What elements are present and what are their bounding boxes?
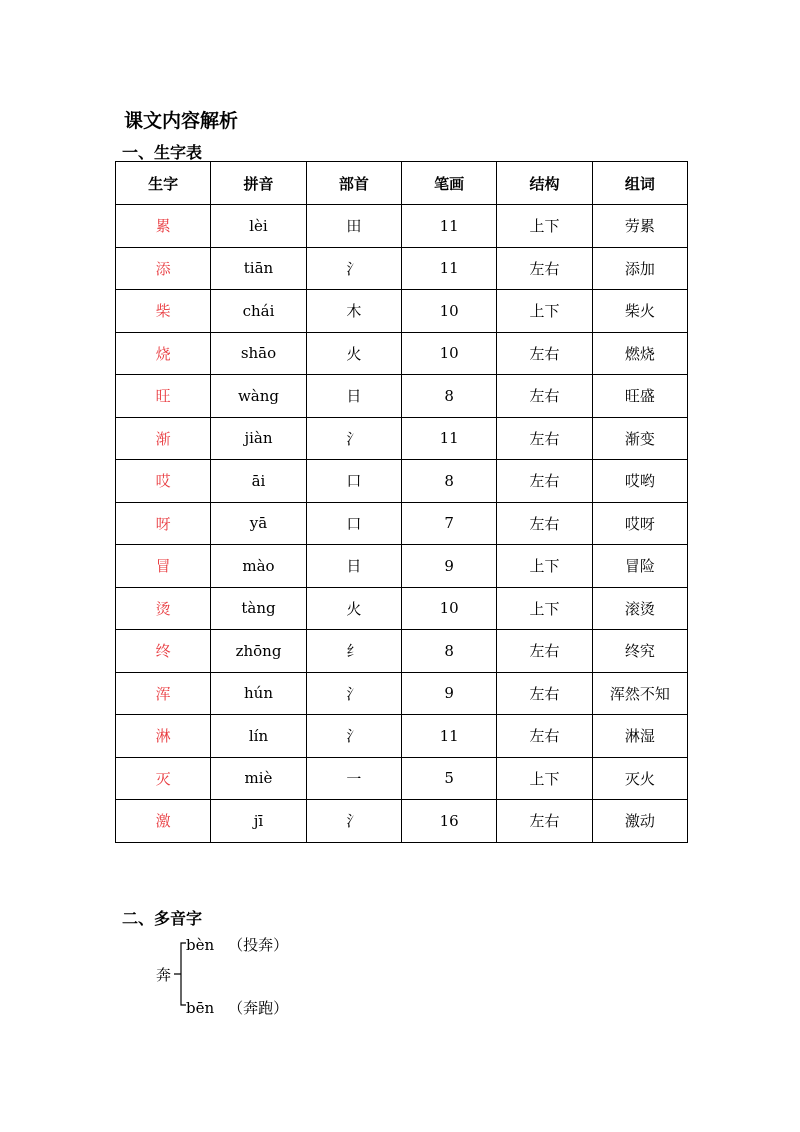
- table-cell-pinyin: āi: [211, 460, 306, 503]
- table-cell-word: 哎哟: [592, 460, 687, 503]
- table-cell-word: 冒险: [592, 545, 687, 588]
- table-cell-word: 哎呀: [592, 502, 687, 545]
- table-cell-word: 添加: [592, 247, 687, 290]
- table-row: [116, 332, 688, 375]
- table-cell-pinyin: shāo: [211, 332, 306, 375]
- table-cell-radical: 口: [306, 460, 401, 503]
- table-cell-structure: 上下: [497, 757, 592, 800]
- table-cell-pinyin: chái: [211, 290, 306, 333]
- table-cell-word: 终究: [592, 630, 687, 673]
- table-cell-structure: 左右: [497, 417, 592, 460]
- table-cell-radical: 氵: [306, 672, 401, 715]
- table-cell-structure: 左右: [497, 715, 592, 758]
- table-cell-char: 终: [116, 630, 211, 673]
- table-cell-radical: 日: [306, 545, 401, 588]
- table-cell-strokes: 16: [401, 800, 496, 843]
- table-cell-structure: 左右: [497, 460, 592, 503]
- column-header: 笔画: [401, 162, 496, 205]
- table-row: [116, 715, 688, 758]
- table-row: [116, 502, 688, 545]
- table-cell-structure: 左右: [497, 502, 592, 545]
- column-header: 结构: [497, 162, 592, 205]
- section-heading-vocabulary: 一、生字表: [122, 143, 203, 162]
- table-row: [116, 800, 688, 843]
- table-cell-radical: 氵: [306, 800, 401, 843]
- table-row: [116, 247, 688, 290]
- table-cell-pinyin: mào: [211, 545, 306, 588]
- reading-item: [186, 934, 288, 955]
- table-cell-word: 渐变: [592, 417, 687, 460]
- table-cell-char: 呀: [116, 502, 211, 545]
- table-cell-char: 柴: [116, 290, 211, 333]
- table-row: [116, 630, 688, 673]
- table-cell-structure: 上下: [497, 545, 592, 588]
- table-row: [116, 587, 688, 630]
- table-cell-structure: 左右: [497, 672, 592, 715]
- table-cell-word: 劳累: [592, 205, 687, 248]
- table-row: [116, 672, 688, 715]
- vocabulary-table: [115, 161, 688, 843]
- table-cell-radical: 火: [306, 587, 401, 630]
- table-cell-strokes: 10: [401, 332, 496, 375]
- table-cell-word: 浑然不知: [592, 672, 687, 715]
- table-cell-radical: 火: [306, 332, 401, 375]
- column-header: 部首: [306, 162, 401, 205]
- table-cell-radical: 一: [306, 757, 401, 800]
- table-cell-pinyin: tàng: [211, 587, 306, 630]
- table-cell-char: 添: [116, 247, 211, 290]
- table-cell-pinyin: miè: [211, 757, 306, 800]
- table-row: [116, 460, 688, 503]
- table-row: [116, 545, 688, 588]
- table-cell-strokes: 8: [401, 630, 496, 673]
- table-cell-structure: 左右: [497, 247, 592, 290]
- table-cell-structure: 上下: [497, 587, 592, 630]
- table-cell-char: 淋: [116, 715, 211, 758]
- table-cell-pinyin: jiàn: [211, 417, 306, 460]
- table-cell-char: 冒: [116, 545, 211, 588]
- table-cell-pinyin: yā: [211, 502, 306, 545]
- table-cell-radical: 日: [306, 375, 401, 418]
- table-cell-strokes: 5: [401, 757, 496, 800]
- table-cell-strokes: 9: [401, 672, 496, 715]
- column-header: 拼音: [211, 162, 306, 205]
- table-row: [116, 757, 688, 800]
- table-cell-word: 灭火: [592, 757, 687, 800]
- table-cell-char: 烧: [116, 332, 211, 375]
- table-row: [116, 375, 688, 418]
- table-cell-radical: 氵: [306, 715, 401, 758]
- column-header: 组词: [592, 162, 687, 205]
- table-cell-char: 灭: [116, 757, 211, 800]
- table-cell-radical: 氵: [306, 247, 401, 290]
- table-cell-word: 燃烧: [592, 332, 687, 375]
- table-row: [116, 290, 688, 333]
- table-cell-structure: 上下: [497, 290, 592, 333]
- table-cell-word: 激动: [592, 800, 687, 843]
- table-cell-word: 旺盛: [592, 375, 687, 418]
- table-cell-pinyin: wàng: [211, 375, 306, 418]
- table-cell-strokes: 11: [401, 205, 496, 248]
- table-cell-strokes: 11: [401, 715, 496, 758]
- table-row: [116, 205, 688, 248]
- table-cell-structure: 上下: [497, 205, 592, 248]
- reading-pinyin: bēn: [186, 999, 215, 1017]
- column-header: 生字: [116, 162, 211, 205]
- page-title: 课文内容解析: [124, 110, 239, 132]
- table-cell-word: 滚烫: [592, 587, 687, 630]
- table-cell-strokes: 11: [401, 247, 496, 290]
- table-cell-char: 烫: [116, 587, 211, 630]
- table-cell-pinyin: tiān: [211, 247, 306, 290]
- table-cell-strokes: 10: [401, 587, 496, 630]
- table-cell-strokes: 8: [401, 375, 496, 418]
- table-cell-char: 旺: [116, 375, 211, 418]
- table-cell-structure: 左右: [497, 332, 592, 375]
- polyphonic-char: 奔: [156, 966, 172, 984]
- table-cell-strokes: 8: [401, 460, 496, 503]
- table-cell-radical: 纟: [306, 630, 401, 673]
- table-cell-radical: 田: [306, 205, 401, 248]
- table-cell-char: 哎: [116, 460, 211, 503]
- table-cell-radical: 口: [306, 502, 401, 545]
- table-cell-strokes: 10: [401, 290, 496, 333]
- table-body: [116, 205, 688, 843]
- table-cell-char: 激: [116, 800, 211, 843]
- table-row: [116, 417, 688, 460]
- table-cell-strokes: 9: [401, 545, 496, 588]
- table-cell-pinyin: jī: [211, 800, 306, 843]
- table-cell-char: 累: [116, 205, 211, 248]
- table-cell-strokes: 7: [401, 502, 496, 545]
- table-header-row: [116, 162, 688, 205]
- table-cell-structure: 左右: [497, 800, 592, 843]
- table-cell-pinyin: hún: [211, 672, 306, 715]
- table-cell-radical: 木: [306, 290, 401, 333]
- table-cell-structure: 左右: [497, 630, 592, 673]
- reading-word: （投奔）: [228, 936, 289, 954]
- table-cell-pinyin: lèi: [211, 205, 306, 248]
- section-heading-polyphonic: 二、多音字: [122, 909, 203, 928]
- table-cell-char: 渐: [116, 417, 211, 460]
- table-cell-pinyin: zhōng: [211, 630, 306, 673]
- reading-item: [186, 997, 288, 1018]
- table-cell-word: 柴火: [592, 290, 687, 333]
- table-cell-radical: 氵: [306, 417, 401, 460]
- table-cell-word: 淋湿: [592, 715, 687, 758]
- table-cell-strokes: 11: [401, 417, 496, 460]
- reading-word: （奔跑）: [228, 999, 289, 1017]
- table-cell-pinyin: lín: [211, 715, 306, 758]
- table-cell-char: 浑: [116, 672, 211, 715]
- table-cell-structure: 左右: [497, 375, 592, 418]
- reading-pinyin: bèn: [186, 936, 215, 954]
